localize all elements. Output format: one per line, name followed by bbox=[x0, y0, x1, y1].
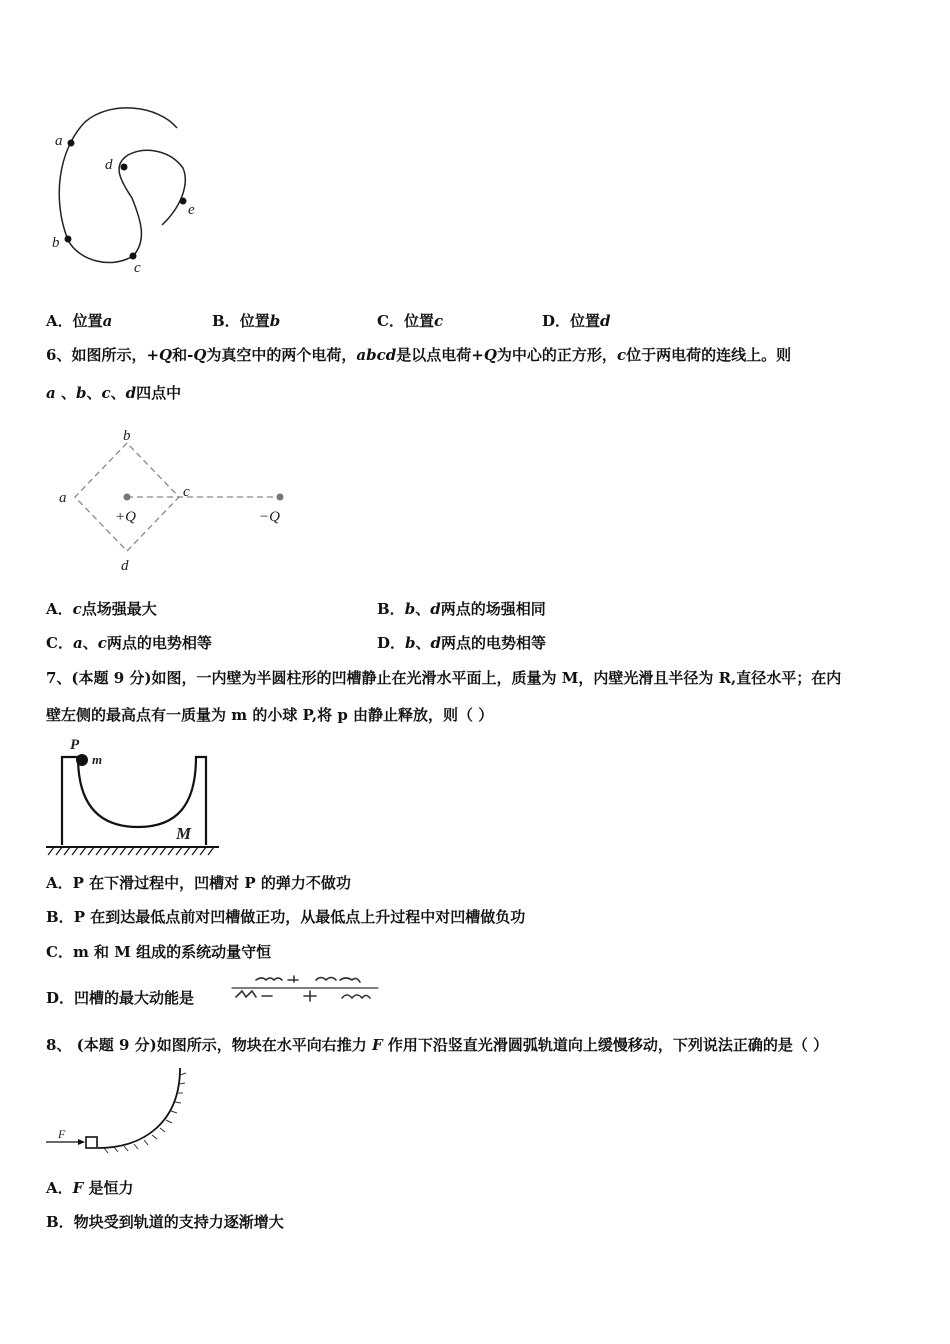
q6-stem bbox=[46, 345, 791, 365]
stem-part: 、 bbox=[110, 384, 126, 402]
stem-part: 位于两电荷的连线上。则 bbox=[626, 346, 792, 364]
option-letter: B． bbox=[377, 600, 405, 618]
label-d: d bbox=[105, 157, 113, 173]
stem-part: abcd bbox=[356, 346, 397, 364]
option-letter: A． bbox=[46, 1179, 73, 1197]
option-letter: D． bbox=[46, 989, 75, 1007]
option-part: 是恒力 bbox=[83, 1179, 134, 1197]
option-letter: B． bbox=[212, 312, 240, 330]
stem-part: d bbox=[125, 384, 137, 402]
option-letter: C． bbox=[46, 634, 73, 652]
option-letter: A． bbox=[46, 600, 73, 618]
label-c: c bbox=[134, 260, 141, 276]
option-letter: C． bbox=[377, 312, 404, 330]
q6-stem-line2 bbox=[46, 383, 181, 403]
option-var: b bbox=[269, 312, 281, 330]
positive-charge bbox=[124, 494, 131, 501]
option-part: 、 bbox=[415, 600, 431, 618]
ground-hatching bbox=[48, 847, 214, 855]
option-part: 两点的电势相等 bbox=[106, 634, 212, 652]
option-part: 点场强最大 bbox=[81, 600, 157, 618]
q6-number: 6、 bbox=[46, 346, 72, 364]
q8-option-a bbox=[46, 1178, 134, 1198]
label-minus-q: −Q bbox=[259, 509, 280, 525]
stem-part: c bbox=[101, 384, 111, 402]
label-plus-q: +Q bbox=[115, 509, 136, 525]
point-e bbox=[180, 198, 187, 205]
option-part: 、 bbox=[415, 634, 431, 652]
label-a: a bbox=[55, 133, 63, 149]
option-text: 位置 bbox=[72, 312, 103, 330]
q5-option-c bbox=[377, 311, 443, 331]
force-arrowhead bbox=[78, 1139, 85, 1145]
option-part: 两点的场强相同 bbox=[440, 600, 546, 618]
label-p: P bbox=[70, 737, 80, 753]
stem-part: 、 bbox=[86, 384, 102, 402]
option-letter: D． bbox=[377, 634, 406, 652]
q8-stem bbox=[46, 1035, 828, 1055]
point-b bbox=[65, 236, 72, 243]
option-part: d bbox=[430, 600, 441, 618]
option-part: b bbox=[405, 634, 416, 652]
option-text: 位置 bbox=[570, 312, 601, 330]
option-letter: B． bbox=[46, 1213, 74, 1231]
stem-part: F bbox=[371, 1036, 383, 1054]
stem-part: 作用下沿竖直光滑圆弧轨道向上缓慢移动，下列说法正确的是（ ） bbox=[382, 1036, 829, 1054]
stem-part: b bbox=[75, 384, 87, 402]
point-d bbox=[121, 164, 128, 171]
ball-p bbox=[76, 754, 88, 766]
point-a bbox=[68, 140, 75, 147]
formula-image bbox=[228, 972, 388, 1004]
label-d: d bbox=[121, 558, 129, 574]
option-text: 位置 bbox=[403, 312, 434, 330]
q5-option-b bbox=[212, 311, 280, 331]
option-part: d bbox=[430, 634, 442, 652]
q6-option-d bbox=[377, 633, 546, 653]
option-var: a bbox=[102, 312, 113, 330]
option-letter: B． bbox=[46, 908, 74, 926]
option-part: F bbox=[72, 1179, 84, 1197]
stem-part: 四点中 bbox=[136, 384, 182, 402]
stem-part: 为中心的正方形， bbox=[496, 346, 617, 364]
option-part: c bbox=[97, 634, 107, 652]
q7-option-d bbox=[46, 988, 194, 1008]
arc-track-figure bbox=[44, 1062, 194, 1162]
option-part: 物块受到轨道的支持力逐渐增大 bbox=[73, 1213, 284, 1231]
q6-option-b bbox=[377, 599, 546, 619]
label-b: b bbox=[123, 428, 131, 444]
stem-part: c bbox=[616, 346, 627, 364]
q6-option-c bbox=[46, 633, 212, 653]
stem-part: 和 bbox=[172, 346, 188, 364]
block bbox=[86, 1137, 97, 1148]
label-big-m: M bbox=[176, 824, 192, 843]
option-var: d bbox=[600, 312, 611, 330]
option-text: P 在下滑过程中，凹槽对 P 的弹力不做功 bbox=[72, 874, 351, 892]
stem-part: -Q bbox=[187, 346, 207, 364]
charge-square-figure bbox=[55, 425, 305, 575]
label-b: b bbox=[52, 235, 60, 251]
option-text: P 在到达最低点前对凹槽做正功，从最低点上升过程中对凹槽做负功 bbox=[73, 908, 526, 926]
option-part: 两点的电势相等 bbox=[441, 634, 547, 652]
label-c: c bbox=[183, 484, 190, 500]
track-hatching bbox=[104, 1073, 186, 1153]
q7-stem-line2: 壁左侧的最高点有一质量为 m 的小球 P,将 p 由静止释放，则（ ） bbox=[46, 706, 494, 724]
option-part: 、 bbox=[82, 634, 98, 652]
q7-option-b bbox=[46, 907, 525, 927]
q5-option-a bbox=[46, 311, 112, 331]
option-text: 凹槽的最大动能是 bbox=[74, 989, 195, 1007]
stem-part: 8、 (本题 9 分)如图所示，物块在水平向右推力 bbox=[46, 1036, 372, 1054]
option-letter: D． bbox=[542, 312, 571, 330]
point-c bbox=[130, 253, 137, 260]
label-m: m bbox=[92, 752, 103, 767]
q7-stem-line1: 7、(本题 9 分)如图，一内壁为半圆柱形的凹槽静止在光滑水平面上，质量为 M，内壁光滑且半径为 R,直径水平；在内 bbox=[46, 669, 842, 687]
option-part: c bbox=[72, 600, 82, 618]
option-letter: A． bbox=[46, 874, 73, 892]
negative-charge bbox=[277, 494, 284, 501]
q7-option-c bbox=[46, 942, 271, 962]
option-part: b bbox=[404, 600, 416, 618]
option-part: a bbox=[72, 634, 83, 652]
stem-part: 、 bbox=[55, 384, 76, 402]
trajectory-figure bbox=[40, 100, 240, 290]
arc-track bbox=[98, 1068, 180, 1148]
stem-part: 如图所示， bbox=[71, 346, 147, 364]
label-f: F bbox=[58, 1127, 66, 1141]
q8-option-b bbox=[46, 1212, 284, 1232]
option-var: c bbox=[433, 312, 444, 330]
label-a: a bbox=[59, 490, 67, 506]
q7-option-a bbox=[46, 873, 351, 893]
option-text: m 和 M 组成的系统动量守恒 bbox=[72, 943, 272, 961]
stem-part: 为真空中的两个电荷， bbox=[206, 346, 357, 364]
option-letter: A． bbox=[46, 312, 73, 330]
q6-option-a bbox=[46, 599, 157, 619]
stem-part: +Q bbox=[146, 346, 173, 364]
label-e: e bbox=[188, 202, 195, 218]
option-text: 位置 bbox=[239, 312, 270, 330]
option-letter: C． bbox=[46, 943, 73, 961]
q5-option-d bbox=[542, 311, 611, 331]
stem-part: a bbox=[46, 384, 56, 402]
groove-figure bbox=[44, 735, 224, 860]
stem-part: 是以点电荷 bbox=[396, 346, 472, 364]
stem-part: +Q bbox=[471, 346, 497, 364]
trajectory-curve bbox=[59, 108, 185, 263]
